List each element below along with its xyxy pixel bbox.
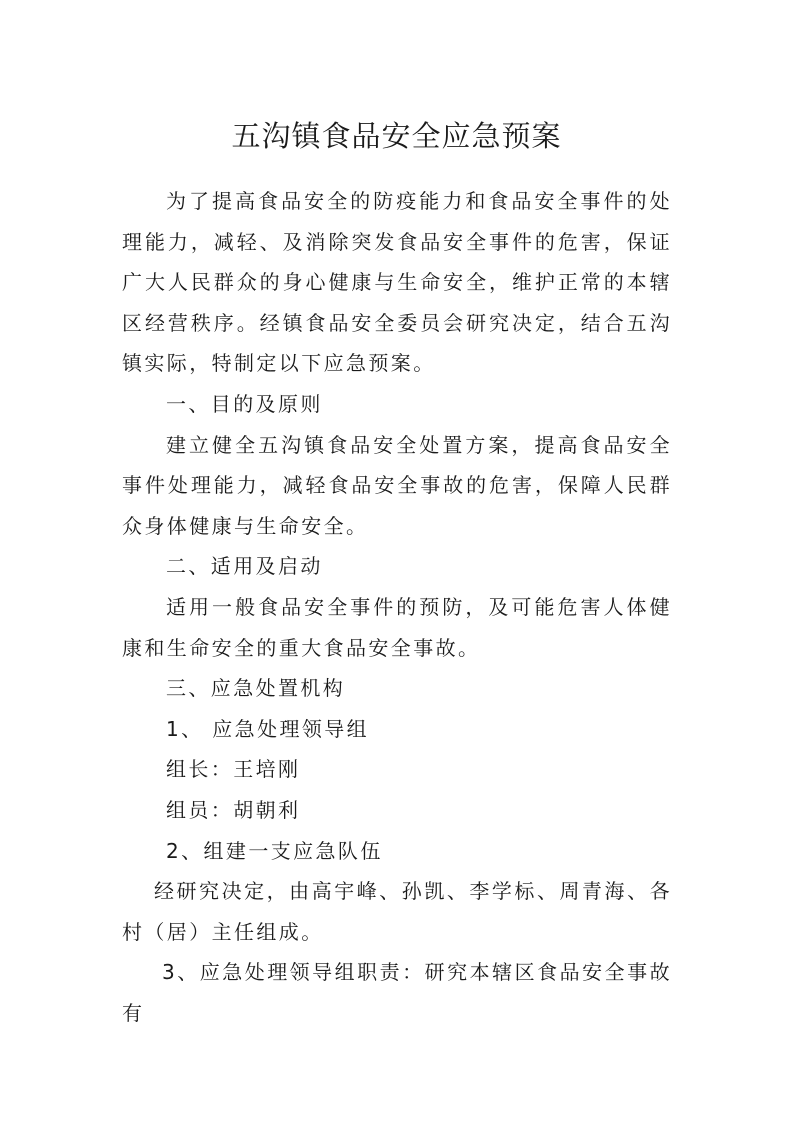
- group-duties-paragraph: 3、应急处理领导组职责：研究本辖区食品安全事故有: [122, 960, 672, 1025]
- section-heading-purpose: 一、目的及原则: [166, 391, 323, 416]
- purpose-paragraph: 建立健全五沟镇食品安全处置方案，提高食品安全事件处理能力，减轻食品安全事故的危害，保障人民群众身体健康与生命安全。: [122, 432, 672, 538]
- intro-paragraph: 为了提高食品安全的防疫能力和食品安全事件的处理能力，减轻、及消除突发食品安全事件的危害，保证广大人民群众的身心健康与生命安全，维护正常的本辖区经营秩序。经镇食品安全委员会研究决定，结合五沟镇实际，特制定以下应急预案。: [122, 189, 672, 376]
- document-body: [122, 181, 672, 1033]
- section-heading-scope: 二、适用及启动: [166, 554, 323, 579]
- group-member-line: 组员：胡朝利: [166, 797, 301, 822]
- group-leader-line: 组长：王培刚: [166, 757, 301, 782]
- section-heading-organization: 三、应急处置机构: [166, 676, 346, 701]
- document-title: 五沟镇食品安全应急预案: [231, 119, 562, 153]
- scope-paragraph: 适用一般食品安全事件的预防，及可能危害人体健康和生命安全的重大食品安全事故。: [122, 594, 672, 660]
- team-members-paragraph: 经研究决定，由高宇峰、孙凯、李学标、周青海、各村（居）主任组成。: [122, 879, 672, 944]
- subsection-response-team: 2、组建一支应急队伍: [166, 838, 383, 863]
- subsection-leading-group: 1、 应急处理领导组: [166, 716, 370, 741]
